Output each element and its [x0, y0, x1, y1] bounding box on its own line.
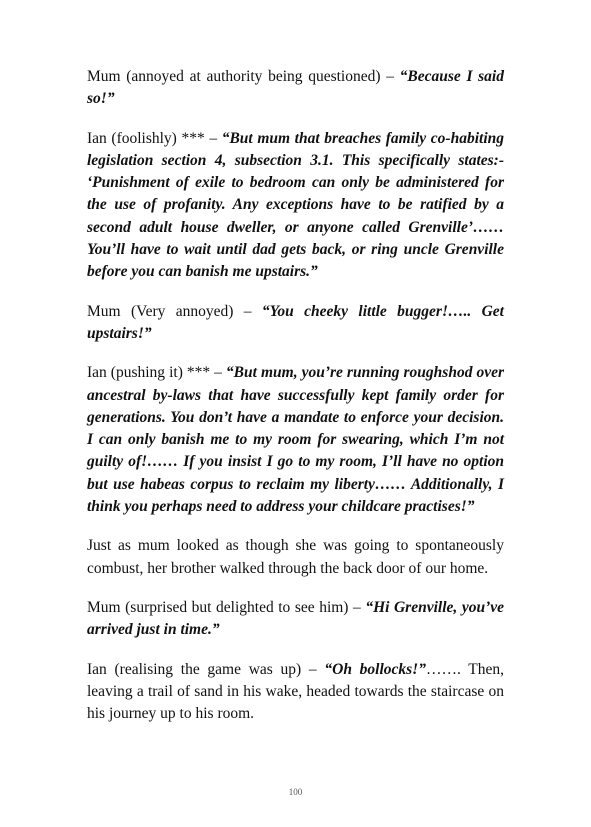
paragraph — [87, 362, 504, 518]
dialogue: “Oh bollocks!” — [324, 660, 426, 678]
narration: Just as mum looked as though she was going to spontaneously combust, her brother walked through the back door of our home. — [87, 537, 504, 577]
dialogue: “Hi Grenville, you’ve arrived just in time.” — [87, 598, 504, 639]
page-number: 100 — [288, 787, 303, 797]
paragraph — [87, 597, 504, 642]
paragraph — [87, 66, 504, 111]
narration: Ian (pushing it) *** – — [87, 364, 226, 382]
dialogue: “But mum, you’re running roughshod over ancestral by-laws that have successfully kept family order for generations. You don’t have a mandate to enforce your decision. I can only banish me to my room for swearing, which I’m not guilty of!…… If you insist I go to my room, I’ll have no option but use habeas corpus to reclaim my liberty…… Additionally, I think you perhaps need to address your childcare practises!” — [87, 364, 504, 516]
narration: Ian (foolishly) *** – — [87, 129, 222, 147]
narration: Ian (realising the game was up) – — [87, 660, 325, 678]
narration: Mum (Very annoyed) – — [87, 302, 262, 320]
narration: Mum (surprised but delighted to see him) – — [87, 598, 366, 616]
paragraph — [87, 128, 504, 284]
paragraph — [87, 301, 504, 346]
dialogue: “But mum that breaches family co-habiting legislation section 4, subsection 3.1. This specifically states:- ‘Punishment of exile to bedroom can only be administered for the use of profanity. Any exceptions have to be ratified by a second adult house dweller, or anyone called Grenville’…… You’ll have to wait until dad gets back, or ring uncle Grenville before you can banish me upstairs.” — [87, 129, 505, 281]
dialogue: “Because I said so!” — [87, 68, 504, 108]
paragraph — [87, 535, 504, 580]
dialogue: “You cheeky little bugger!….. Get upstairs!” — [87, 302, 504, 342]
narration-trail: ……. Then, leaving a trail of sand in his wake, headed towards the staircase on his journey up to his room. — [87, 660, 505, 723]
narration: Mum (annoyed at authority being questioned) – — [87, 68, 400, 85]
paragraph — [87, 659, 504, 726]
page-body — [87, 66, 504, 742]
